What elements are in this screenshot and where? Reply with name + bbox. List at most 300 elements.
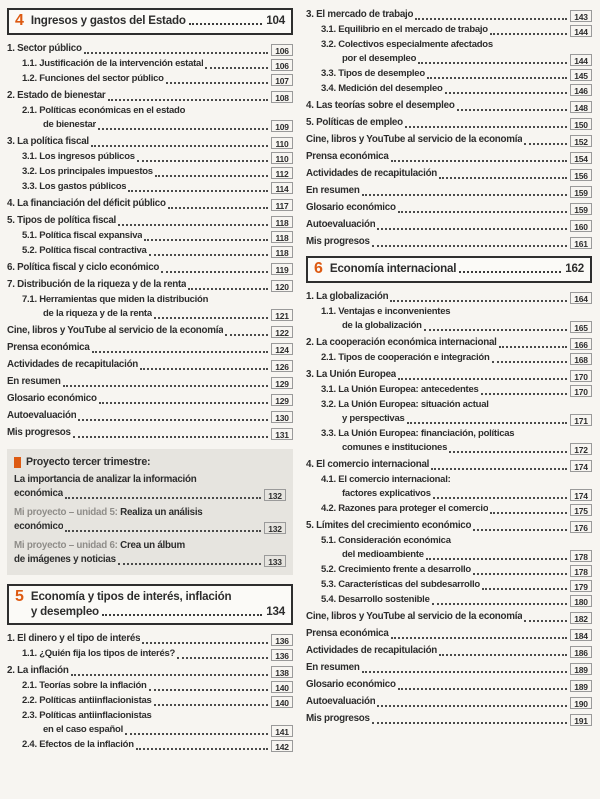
entry-last-line <box>306 678 592 692</box>
chapter-title-line <box>31 589 285 604</box>
toc-entry <box>7 341 293 355</box>
dotted-leader <box>161 271 268 273</box>
dotted-leader <box>142 642 268 644</box>
chapter-title-block <box>330 261 584 276</box>
toc-entry <box>7 358 293 372</box>
entry-line <box>321 427 592 441</box>
entry-text: factores explicativos <box>342 488 431 499</box>
toc-entry <box>306 593 592 607</box>
entry-text: en el caso español <box>43 724 123 735</box>
page-number: 118 <box>271 216 293 228</box>
entry-last-line <box>321 412 592 426</box>
entry-text: 4. La financiación del déficit público <box>7 198 166 209</box>
entry-text: de imágenes y noticias <box>14 554 116 565</box>
dotted-leader <box>490 512 567 514</box>
project-entry <box>14 539 286 567</box>
dotted-leader <box>78 419 268 421</box>
entry-text-muted: Mi proyecto – unidad 6: <box>14 540 121 551</box>
dotted-leader <box>63 385 268 387</box>
entry-text: 2. Estado de bienestar <box>7 90 106 101</box>
dotted-leader <box>140 368 268 370</box>
page-number: 191 <box>570 714 592 726</box>
entry-text: Cine, libros y YouTube al servicio de la economía <box>306 134 523 145</box>
page-number: 186 <box>570 646 592 658</box>
toc-entry <box>306 38 592 66</box>
dotted-leader <box>154 317 268 319</box>
page-number: 189 <box>570 663 592 675</box>
toc-entry <box>7 426 293 440</box>
dotted-leader <box>84 52 268 54</box>
entry-last-line <box>7 42 293 56</box>
toc-column-right <box>306 8 592 752</box>
page-number: 114 <box>271 182 293 194</box>
entry-last-line <box>22 307 293 321</box>
entry-text: 5.1. Política fiscal expansiva <box>22 230 143 241</box>
entry-text: 5. Límites del crecimiento económico <box>306 520 472 531</box>
toc-entry <box>306 473 592 501</box>
entry-last-line <box>321 593 592 607</box>
entry-text: 3.2. La Unión Europea: situación actual <box>321 399 489 410</box>
project-marker-icon <box>14 457 21 468</box>
entry-line <box>321 305 592 319</box>
entry-text: del medioambiente <box>342 549 424 560</box>
entry-last-line <box>7 197 293 211</box>
page-number: 119 <box>271 263 293 275</box>
entry-last-line <box>306 218 592 232</box>
page-number: 156 <box>570 169 592 181</box>
page-number: 132 <box>264 522 286 534</box>
toc-entry <box>306 218 592 232</box>
toc-entry <box>306 610 592 624</box>
entry-text: 2.4. Efectos de la inflación <box>22 739 134 750</box>
toc-entry <box>7 409 293 423</box>
toc-entry <box>306 398 592 426</box>
toc-entry <box>306 383 592 397</box>
dotted-leader <box>137 160 268 162</box>
entry-last-line <box>7 358 293 372</box>
chapter-number: 5 <box>15 588 24 605</box>
dotted-leader <box>390 300 567 302</box>
entry-text: Glosario económico <box>306 679 396 690</box>
entry-text: Mis progresos <box>306 236 370 247</box>
page-number: 172 <box>570 443 592 455</box>
page-number: 190 <box>570 697 592 709</box>
page-number: 148 <box>570 101 592 113</box>
toc-entry <box>306 305 592 333</box>
dotted-leader <box>136 748 268 750</box>
entry-text: 4.1. El comercio internacional: <box>321 474 451 485</box>
entry-last-line <box>321 319 592 333</box>
toc-entry <box>7 278 293 292</box>
toc-entry <box>7 738 293 752</box>
toc-entry <box>306 563 592 577</box>
dotted-leader <box>459 271 561 273</box>
page-number: 132 <box>264 489 286 501</box>
entry-last-line <box>321 23 592 37</box>
dotted-leader <box>128 190 268 192</box>
dotted-leader <box>118 563 261 565</box>
entry-text: 1. El dinero y el tipo de interés <box>7 633 141 644</box>
entry-text: Actividades de recapitulación <box>306 645 438 656</box>
entry-last-line <box>7 375 293 389</box>
dotted-leader <box>473 529 567 531</box>
entry-text: 3. La política fiscal <box>7 136 89 147</box>
entry-text: 3.4. Medición del desempleo <box>321 83 443 94</box>
entry-text <box>14 507 203 518</box>
page-number: 180 <box>570 595 592 607</box>
entry-last-line <box>306 167 592 181</box>
page-number: 170 <box>570 370 592 382</box>
entry-last-line <box>7 664 293 678</box>
entry-last-line <box>14 520 286 534</box>
dotted-leader <box>439 654 567 656</box>
dotted-leader <box>372 245 567 247</box>
toc-entry <box>7 89 293 103</box>
dotted-leader <box>108 99 269 101</box>
toc-entry <box>306 150 592 164</box>
toc-entry <box>7 632 293 646</box>
page-number: 122 <box>271 326 293 338</box>
toc-entry <box>306 627 592 641</box>
entry-last-line <box>306 150 592 164</box>
page-number: 131 <box>271 428 293 440</box>
entry-last-line <box>321 67 592 81</box>
dotted-leader <box>449 451 567 453</box>
dotted-leader <box>65 530 261 532</box>
entry-last-line <box>306 712 592 726</box>
entry-text: Mis progresos <box>306 713 370 724</box>
chapter-heading <box>7 8 293 35</box>
entry-last-line <box>7 324 293 338</box>
entry-last-line <box>7 89 293 103</box>
page-number: 166 <box>570 338 592 350</box>
toc-entry <box>306 99 592 113</box>
page-number: 107 <box>271 74 293 86</box>
entry-text: Economía y tipos de interés, inflación <box>30 590 232 603</box>
page-number: 129 <box>271 377 293 389</box>
dotted-leader <box>439 177 567 179</box>
entry-text: Actividades de recapitulación <box>306 168 438 179</box>
entry-last-line <box>306 235 592 249</box>
entry-last-line <box>306 336 592 350</box>
dotted-leader <box>362 194 567 196</box>
page-number: 140 <box>271 696 293 708</box>
dotted-leader <box>98 128 268 130</box>
dotted-leader <box>99 402 268 404</box>
entry-last-line <box>306 133 592 147</box>
page-number: 175 <box>570 504 592 516</box>
entry-last-line <box>22 72 293 86</box>
toc-entry <box>7 72 293 86</box>
entry-text: 5.3. Características del subdesarrollo <box>321 579 480 590</box>
dotted-leader <box>418 62 567 64</box>
entry-text: 2.1. Políticas económicas en el estado <box>22 105 186 116</box>
project-header <box>14 456 286 468</box>
page-number: 144 <box>570 25 592 37</box>
entry-text: En resumen <box>7 376 61 387</box>
dotted-leader <box>398 688 567 690</box>
entry-text: 5. Tipos de política fiscal <box>7 215 117 226</box>
entry-text: y perspectivas <box>342 413 405 424</box>
entry-last-line <box>321 563 592 577</box>
page-number: 118 <box>271 246 293 258</box>
entry-text: En resumen <box>306 185 360 196</box>
project-box <box>7 449 293 575</box>
entry-text: 1. La globalización <box>306 291 389 302</box>
entry-last-line <box>306 610 592 624</box>
toc-entry <box>7 135 293 149</box>
toc-entry <box>306 678 592 692</box>
page-number: 146 <box>570 84 592 96</box>
page-number: 165 <box>570 321 592 333</box>
entry-last-line <box>321 52 592 66</box>
page-number: 106 <box>271 44 293 56</box>
project-entry <box>14 506 286 534</box>
page-number: 168 <box>570 353 592 365</box>
page-number: 174 <box>570 460 592 472</box>
toc-entry <box>306 184 592 198</box>
entry-text: 3. El mercado de trabajo <box>306 9 414 20</box>
entry-last-line <box>321 441 592 455</box>
page-number: 159 <box>570 203 592 215</box>
dotted-leader <box>91 145 268 147</box>
entry-text: 1. Sector público <box>7 43 82 54</box>
entry-text: 2.1. Tipos de cooperación e integración <box>321 352 490 363</box>
entry-text: 5. Políticas de empleo <box>306 117 403 128</box>
entry-last-line <box>321 548 592 562</box>
page-number: 170 <box>570 385 592 397</box>
entry-text: 4. El comercio internacional <box>306 459 430 470</box>
entry-last-line <box>306 201 592 215</box>
entry-last-line <box>22 738 293 752</box>
toc-entry <box>7 293 293 321</box>
dotted-leader <box>118 224 268 226</box>
entry-last-line <box>7 426 293 440</box>
entry-text: Prensa económica <box>7 342 90 353</box>
toc-entry <box>306 661 592 675</box>
page-number: 124 <box>271 343 293 355</box>
entry-last-line <box>321 578 592 592</box>
entry-last-line <box>22 647 293 661</box>
entry-line <box>321 473 592 487</box>
entry-text: 6. Política fiscal y ciclo económico <box>7 262 160 273</box>
dotted-leader <box>377 705 567 707</box>
entry-last-line <box>22 118 293 132</box>
entry-line <box>22 293 293 307</box>
entry-text: 1.1. Justificación de la intervención estatal <box>22 58 204 69</box>
page-number: 145 <box>570 69 592 81</box>
dotted-leader <box>426 558 567 560</box>
page-number: 106 <box>271 59 293 71</box>
toc-entry <box>306 695 592 709</box>
entry-last-line <box>321 351 592 365</box>
dotted-leader <box>405 126 567 128</box>
entry-text: Actividades de recapitulación <box>7 359 139 370</box>
dotted-leader <box>125 733 268 735</box>
entry-text: 2. La cooperación económica internacional <box>306 337 497 348</box>
entry-last-line <box>14 487 286 501</box>
toc-entry <box>7 261 293 275</box>
toc-entry <box>7 647 293 661</box>
entry-last-line <box>306 695 592 709</box>
entry-text: 3.1. Los ingresos públicos <box>22 151 135 162</box>
toc-entry <box>306 8 592 22</box>
page-number: 161 <box>570 237 592 249</box>
page-number: 178 <box>570 550 592 562</box>
entry-last-line <box>7 632 293 646</box>
page-number: 144 <box>570 54 592 66</box>
entry-text: de la globalización <box>342 320 422 331</box>
entry-text: 5.2. Política fiscal contractiva <box>22 245 147 256</box>
chapter-page-number: 134 <box>266 605 285 618</box>
toc-entry <box>306 427 592 455</box>
entry-text: 5.2. Crecimiento frente a desarrollo <box>321 564 471 575</box>
page-number: 159 <box>570 186 592 198</box>
dotted-leader <box>492 361 567 363</box>
toc-entry <box>306 534 592 562</box>
entry-last-line <box>7 135 293 149</box>
entry-last-line <box>22 150 293 164</box>
toc-entry <box>306 502 592 516</box>
entry-text: económico <box>14 521 64 532</box>
entry-text: Economía internacional <box>329 262 457 275</box>
toc-entry <box>306 290 592 304</box>
entry-last-line <box>7 261 293 275</box>
entry-last-line <box>22 694 293 708</box>
entry-last-line <box>306 644 592 658</box>
entry-text-strong: Realiza un análisis <box>120 507 203 518</box>
entry-text: Cine, libros y YouTube al servicio de la economía <box>7 325 224 336</box>
toc-entry <box>7 57 293 71</box>
chapter-title-block <box>31 589 285 619</box>
dotted-leader <box>431 468 567 470</box>
page-number: 109 <box>271 120 293 132</box>
entry-text: 7. Distribución de la riqueza y de la renta <box>7 279 187 290</box>
dotted-leader <box>189 23 263 25</box>
entry-line <box>321 534 592 548</box>
toc-entry <box>7 42 293 56</box>
entry-last-line <box>7 214 293 228</box>
entry-last-line <box>22 57 293 71</box>
page-number: 140 <box>271 681 293 693</box>
toc-entry <box>7 375 293 389</box>
dotted-leader <box>166 82 268 84</box>
page-number: 120 <box>271 280 293 292</box>
entry-line <box>22 709 293 723</box>
entry-text: comunes e instituciones <box>342 442 448 453</box>
entry-text: 3. La Unión Europea <box>306 369 396 380</box>
entry-text: 4. Las teorías sobre el desempleo <box>306 100 455 111</box>
page-number: 142 <box>271 740 293 752</box>
page-number: 108 <box>271 91 293 103</box>
page-number: 110 <box>271 152 293 164</box>
page-number: 179 <box>570 580 592 592</box>
toc-entry <box>7 709 293 737</box>
dotted-leader <box>427 77 567 79</box>
chapter-number: 6 <box>314 260 323 277</box>
toc-entry <box>306 351 592 365</box>
entry-line <box>14 506 286 520</box>
toc-entry <box>7 104 293 132</box>
page-number: 143 <box>570 10 592 22</box>
page-number: 136 <box>271 634 293 646</box>
project-title: Proyecto tercer trimestre: <box>26 456 151 468</box>
toc-entry <box>306 201 592 215</box>
dotted-leader <box>155 175 268 177</box>
entry-last-line <box>7 341 293 355</box>
chapter-page-number: 162 <box>565 262 584 275</box>
dotted-leader <box>149 689 268 691</box>
page-number: 150 <box>570 118 592 130</box>
entry-last-line <box>306 627 592 641</box>
dotted-leader <box>391 637 567 639</box>
entry-text: por el desempleo <box>342 53 417 64</box>
toc-entry <box>306 336 592 350</box>
entry-text: 1.2. Funciones del sector público <box>22 73 164 84</box>
entry-last-line <box>321 502 592 516</box>
toc-entry <box>7 165 293 179</box>
dotted-leader <box>398 378 567 380</box>
page-number: 130 <box>271 411 293 423</box>
toc-entry <box>306 67 592 81</box>
dotted-leader <box>482 588 567 590</box>
dotted-leader <box>71 674 268 676</box>
dotted-leader <box>457 109 567 111</box>
entry-text: Glosario económico <box>7 393 97 404</box>
entry-last-line <box>306 519 592 533</box>
dotted-leader <box>73 436 268 438</box>
toc-entry <box>7 180 293 194</box>
entry-last-line <box>306 661 592 675</box>
dotted-leader <box>490 33 567 35</box>
entry-text <box>14 540 185 551</box>
toc-entry <box>7 214 293 228</box>
dotted-leader <box>377 228 567 230</box>
toc-entry <box>306 368 592 382</box>
dotted-leader <box>92 351 268 353</box>
toc-entry <box>306 578 592 592</box>
entry-last-line <box>22 723 293 737</box>
dotted-leader <box>168 207 268 209</box>
page-number: 136 <box>271 649 293 661</box>
entry-text: Cine, libros y YouTube al servicio de la economía <box>306 611 523 622</box>
page-number: 117 <box>271 199 293 211</box>
dotted-leader <box>473 573 567 575</box>
toc-entry <box>306 458 592 472</box>
entry-text: 3.2. Los principales impuestos <box>22 166 153 177</box>
chapter-heading <box>7 584 293 625</box>
entry-text: de bienestar <box>43 119 96 130</box>
chapter-title-block <box>31 13 285 28</box>
chapter-page-number: 104 <box>266 14 285 27</box>
toc-entry <box>306 167 592 181</box>
dotted-leader <box>144 239 268 241</box>
page-number: 152 <box>570 135 592 147</box>
page-number: 110 <box>271 137 293 149</box>
page-number: 184 <box>570 629 592 641</box>
toc-entry <box>7 229 293 243</box>
entry-last-line <box>22 180 293 194</box>
entry-last-line <box>306 116 592 130</box>
entry-text: de la riqueza y de la renta <box>43 308 152 319</box>
entry-line <box>14 539 286 553</box>
toc-entry <box>306 712 592 726</box>
entry-text: 5.1. Consideración económica <box>321 535 451 546</box>
entry-text: y desempleo <box>30 605 99 618</box>
entry-last-line <box>7 278 293 292</box>
entry-text: 3.1. Equilibrio en el mercado de trabajo <box>321 24 488 35</box>
toc-column-left <box>7 8 293 752</box>
